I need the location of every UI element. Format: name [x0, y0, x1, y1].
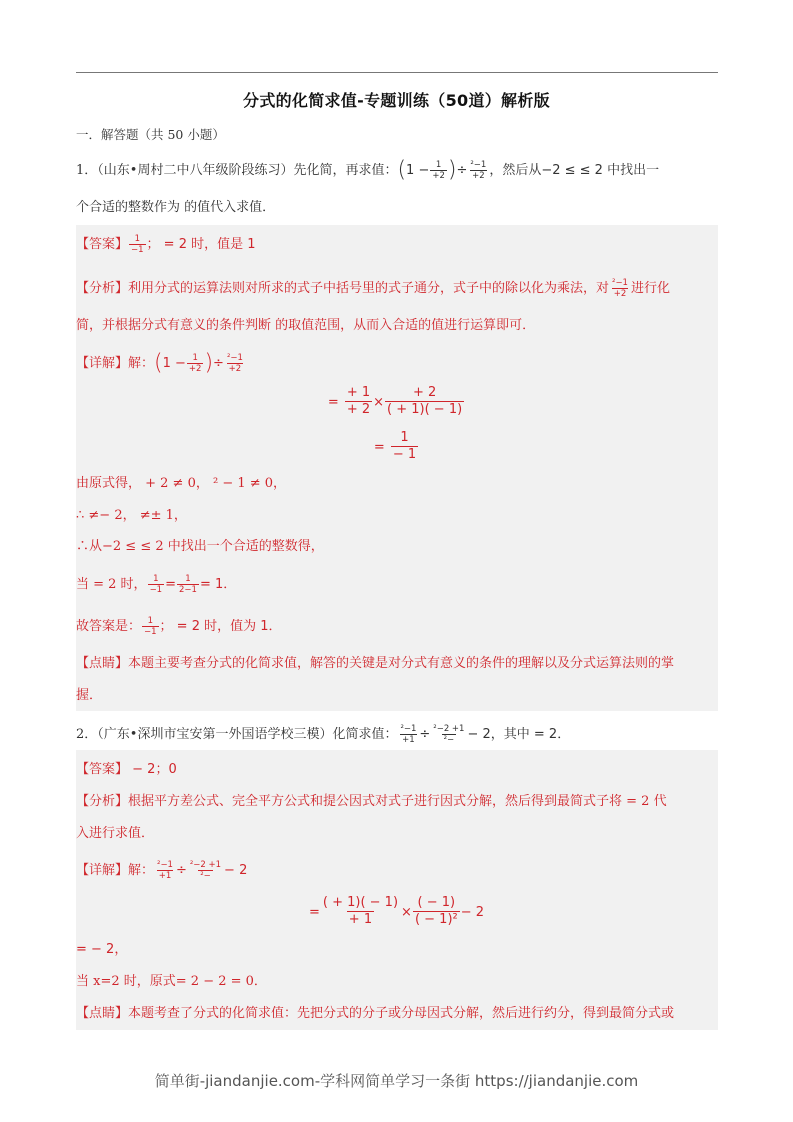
comment-tag: 【点睛】 — [76, 1006, 129, 1021]
q1-prompt-line1 — [76, 157, 660, 183]
equals-sign: = — [165, 577, 176, 592]
equals-sign: = — [327, 395, 339, 410]
q2-expr-tail: − 2 — [467, 727, 491, 742]
q1-analysis-line2: 简，并根据分式有意义的条件判断 的取值范围，从而入合适的值进行运算即可． — [76, 318, 536, 333]
q2-expr-frac2: $\frac{\text{²−2 +1}}{\text{²−}}$ — [433, 724, 465, 745]
q1-prompt-prefix: 1．（山东•周村二中八年级阶段练习）先化简，再求值： — [76, 163, 398, 178]
q1-final-end: ； = 2 时，值为 1． — [159, 619, 282, 634]
analysis-tag: 【分析】 — [76, 281, 129, 296]
q1-final-frac: $\frac{1}{-1}$ — [144, 616, 157, 637]
q1-detail-frac2: $\frac{\text{²−1}}{+2}$ — [226, 353, 243, 374]
divide-sign: ÷ — [213, 356, 224, 371]
times-sign: × — [401, 905, 412, 920]
q1-answer — [76, 234, 256, 255]
q1-comment-line1: 【点睛】本题主要考查分式的化简求值，解答的关键是对分式有意义的条件的理解以及分式运算法则的掌 — [76, 656, 675, 671]
q2-answer — [76, 760, 177, 780]
equals-sign: = — [373, 440, 385, 455]
q1-analysis-text: 利用分式的运算法则对所求的式子中括号里的式子通分，式子中的除以化为乘法，对 — [128, 281, 610, 296]
q1-therefore: ∴ ≠− 2， ≠± 1， — [76, 508, 187, 523]
q2-step1 — [0, 895, 793, 928]
detail-tag: 【详解】 — [76, 356, 129, 371]
q2-step1-frac2: $\frac{( - 1)}{\text{( − 1)²}}$ — [414, 895, 458, 927]
q2-step1-frac1: $\frac{( + 1)( - 1)}{+ 1}$ — [322, 895, 399, 927]
q1-step2-frac: $\frac{1}{- 1}$ — [392, 430, 417, 462]
answer-tag: 【答案】 — [76, 762, 129, 777]
q1-step1 — [0, 385, 793, 418]
q1-prompt-mid: ，然后从 — [489, 163, 542, 178]
q1-expr-one: 1 − — [406, 163, 430, 178]
right-paren: ) — [204, 350, 214, 376]
q1-analysis-end: 进行化 — [630, 281, 670, 296]
q1-detail-frac1: $\frac{1}{+2}$ — [188, 353, 202, 374]
q2-detail-frac2: $\frac{\text{²−2 +1}}{\text{²−}}$ — [189, 860, 222, 881]
q2-detail-tail: − 2 — [224, 863, 248, 878]
q1-analysis-frac: $\frac{\text{²−1}}{+2}$ — [612, 278, 628, 299]
q2-analysis-line1: 【分析】根据平方差公式、完全平方公式和提公因式对式子进行因式分解，然后得到最简式子将 = 2 代 — [76, 794, 667, 809]
q1-prompt-line2: 个合适的整数作为 的值代入求值． — [76, 200, 276, 215]
top-rule — [76, 72, 718, 73]
q1-when-frac2: $\frac{1}{2-1}$ — [179, 574, 197, 595]
detail-tag: 【详解】 — [76, 863, 129, 878]
q1-choose: ∴从−2 ≤ ≤ 2 中找出一个合适的整数得， — [76, 539, 324, 554]
q2-prompt-prefix: 2．（广东•深圳市宝安第一外国语学校三模）化简求值： — [76, 727, 398, 742]
q1-detail-prefix: 解： — [128, 356, 155, 371]
q1-final — [76, 616, 282, 637]
q2-when: 当 x=2 时，原式= 2 − 2 = 0． — [76, 974, 267, 989]
q1-expr-frac2: $\frac{\text{²−1}}{+2}$ — [470, 160, 487, 181]
divide-sign: ÷ — [175, 863, 187, 878]
q1-final-prefix: 故答案是： — [76, 619, 142, 634]
analysis-tag: 【分析】 — [76, 794, 129, 809]
q2-prompt-end: ，其中 = 2． — [490, 727, 571, 742]
times-sign: × — [373, 395, 385, 410]
q2-detail — [76, 860, 247, 881]
answer-tag: 【答案】 — [76, 237, 129, 252]
left-paren: ( — [154, 350, 163, 376]
q1-prompt-end: 中找出一 — [602, 163, 660, 178]
q2-step1-tail: − 2 — [460, 905, 485, 920]
q1-when — [76, 574, 236, 595]
q1-range: −2 ≤ ≤ 2 — [541, 163, 603, 178]
q1-answer-frac: $\frac{1}{-1}$ — [131, 234, 144, 255]
comment-tag: 【点睛】 — [76, 656, 129, 671]
q1-step1-frac1: $\frac{+ 1}{+ 2}$ — [346, 385, 371, 417]
q1-detail — [76, 350, 246, 376]
page-title: 分式的化简求值-专题训练（50道）解析版 — [243, 91, 550, 110]
q2-detail-frac1: $\frac{\text{²−1}}{+1}$ — [157, 860, 173, 881]
q1-answer-rest: ； = 2 时，值是 1 — [146, 237, 256, 252]
q1-comment-line2: 握． — [76, 688, 103, 703]
q2-detail-prefix: 解： — [128, 863, 155, 878]
divide-sign: ÷ — [456, 163, 468, 178]
right-paren: ) — [447, 157, 457, 183]
q2-answer-text: − 2；0 — [128, 762, 177, 777]
q1-detail-one: 1 − — [162, 356, 186, 371]
q2-prompt — [76, 724, 570, 745]
q1-when-prefix: 当 = 2 时， — [76, 577, 147, 592]
q2-comment-line1: 【点睛】本题考查了分式的化简求值：先把分式的分子或分母因式分解，然后进行约分，得到最简分式或 — [76, 1006, 675, 1021]
q1-step2 — [0, 430, 793, 463]
q2-result: = − 2， — [76, 942, 128, 957]
q1-when-end: = 1． — [199, 577, 237, 592]
q1-condition: 由原式得， + 2 ≠ 0， ² − 1 ≠ 0， — [76, 476, 287, 491]
divide-sign: ÷ — [419, 727, 431, 742]
left-paren: ( — [397, 157, 407, 183]
q2-expr-frac1: $\frac{\text{²−1}}{+1}$ — [400, 724, 417, 745]
q1-step1-frac2: $\frac{+ 2}{( + 1)( - 1)}$ — [387, 385, 463, 417]
q1-analysis-line1 — [76, 278, 670, 299]
q1-when-frac1: $\frac{1}{-1}$ — [149, 574, 163, 595]
q1-expr-frac1: $\frac{1}{+2}$ — [432, 160, 445, 181]
equals-sign: = — [308, 905, 320, 920]
section-heading: 一．解答题（共 50 小题） — [76, 127, 225, 142]
q2-analysis-line2: 入进行求值． — [76, 826, 155, 841]
footer-watermark: 简单街-jiandanjie.com-学科网简单学习一条街 https://jiandanjie.com — [154, 1072, 639, 1090]
